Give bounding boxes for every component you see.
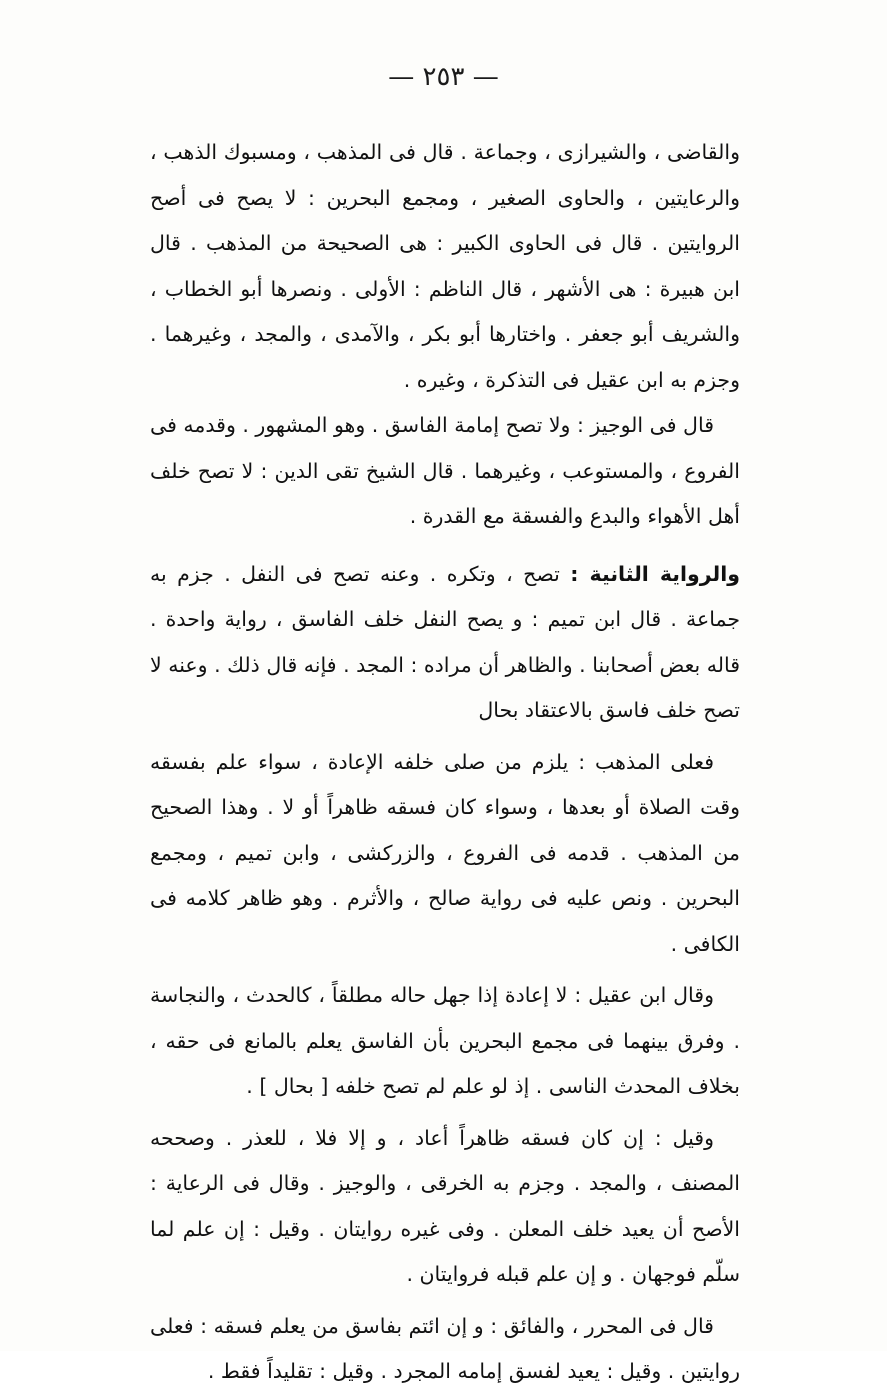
paragraph-3-text: تصح ، وتكره . وعنه تصح فى النفل . جزم به جماعة . قال ابن تميم : و يصح النفل خلف الفاسق ، رواية واحدة . قاله بعض أصحابنا . والظاهر أن مراده : المجد . فإنه قال ذلك . وعنه لا تصح خلف فاسق بالاعتقاد بحال	[150, 561, 740, 722]
paragraph-7: قال فى المحرر ، والفائق : و إن ائتم بفاسق من يعلم فسقه : فعلى روايتين . وقيل : يعيد لفسق إمامه المجرد . وقيل : تقليداً فقط .	[150, 1313, 740, 1383]
paragraph-6: وقيل : إن كان فسقه ظاهراً أعاد ، و إلا فلا ، للعذر . وصححه المصنف ، والمجد . وجزم به الخرقى ، والوجيز . وقال فى الرعاية : الأصح أن يعيد خلف المعلن . وفى غيره روايتان . وقيل : إن علم لما سلّم فوجهان . و إن علم قبله فروايتان .	[150, 1125, 740, 1286]
page-number: — ٢٥٣ —	[388, 62, 499, 92]
paragraph-4: فعلى المذهب : يلزم من صلى خلفه الإعادة ، سواء علم بفسقه وقت الصلاة أو بعدها ، وسواء كان فسقه ظاهراً أو لا . وهذا الصحيح من المذهب . قدمه فى الفروع ، والزركشى ، وابن تميم ، ومجمع البحرين . ونص عليه فى رواية صالح ، والأثرم . وهو ظاهر كلامه فى الكافى .	[150, 749, 740, 956]
paragraph-5: وقال ابن عقيل : لا إعادة إذا جهل حاله مطلقاً ، كالحدث ، والنجاسة . وفرق بينهما فى مجمع البحرين بأن الفاسق يعلم بالمانع فى حقه ، بخلاف المحدث الناسى . إذ لو علم لم تصح خلفه [ بحال ] .	[150, 983, 740, 1098]
paragraph-3-lead: والرواية الثانية :	[570, 561, 740, 586]
paragraph-2: قال فى الوجيز : ولا تصح إمامة الفاسق . وهو المشهور . وقدمه فى الفروع ، والمستوعب ، وغيرهما . قال الشيخ تقى الدين : لا تصح خلف أهل الأهواء والبدع والفسقة مع القدرة .	[150, 413, 740, 528]
paragraph-3	[150, 552, 740, 734]
body-text	[150, 130, 740, 1395]
paragraph-1: والقاضى ، والشيرازى ، وجماعة . قال فى المذهب ، ومسبوك الذهب ، والرعايتين ، والحاوى الصغير ، ومجمع البحرين : لا يصح فى أصح الروايتين . قال فى الحاوى الكبير : هى الصحيحة من المذهب . قال ابن هبيرة : هى الأشهر ، قال الناظم : الأولى . ونصرها أبو الخطاب ، والشريف أبو جعفر . واختارها أبو بكر ، والآمدى ، والمجد ، وغيرهما . وجزم به ابن عقيل فى التذكرة ، وغيره .	[150, 140, 740, 392]
